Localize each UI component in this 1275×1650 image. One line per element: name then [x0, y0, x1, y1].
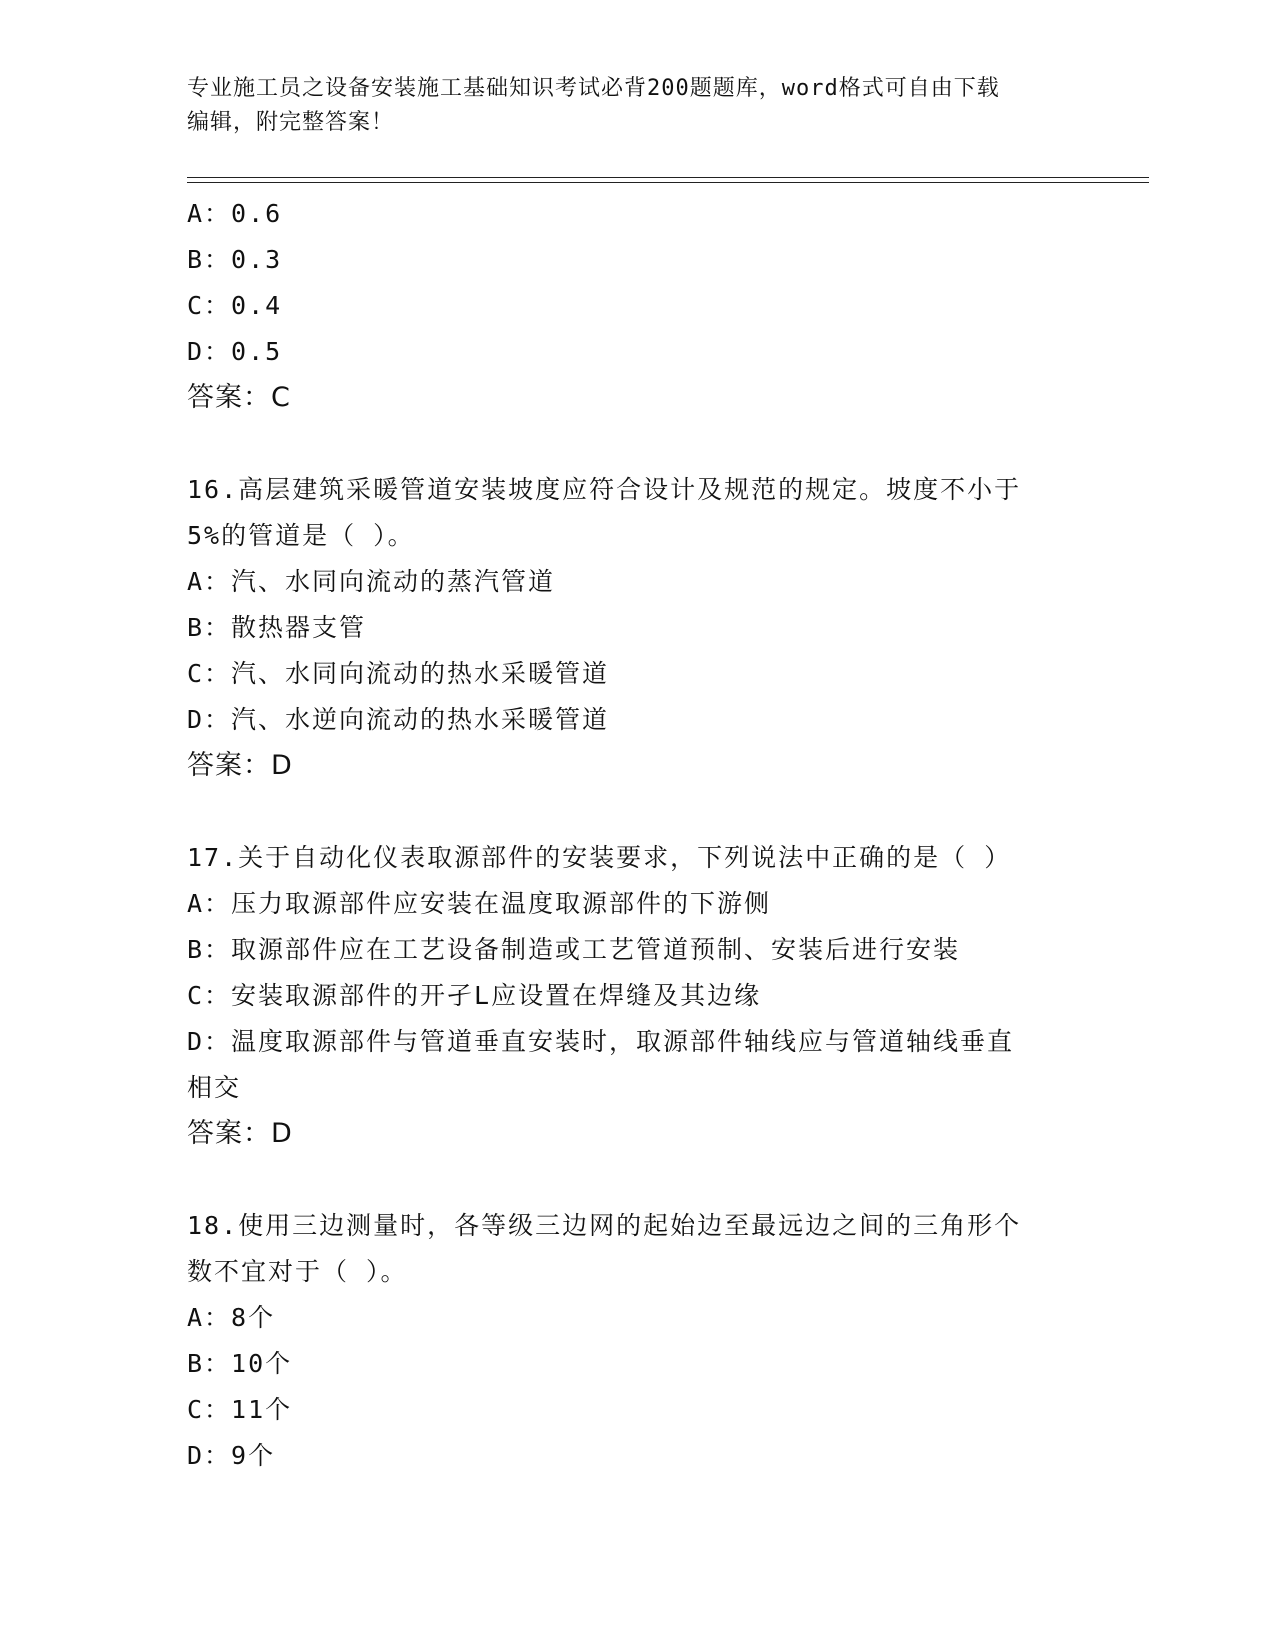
- option-d: D：汽、水逆向流动的热水采暖管道: [187, 705, 610, 734]
- document-body: [187, 191, 1087, 1479]
- option-a: A：8个: [187, 1303, 276, 1332]
- option-b: B：10个: [187, 1349, 293, 1378]
- header-divider-top: [187, 177, 1149, 178]
- question-16: [187, 467, 1087, 789]
- question-18: [187, 1203, 1087, 1479]
- option-d: D：温度取源部件与管道垂直安装时，取源部件轴线应与管道轴线垂直: [187, 1027, 1015, 1056]
- question-stem-line-1: 16.高层建筑采暖管道安装坡度应符合设计及规范的规定。坡度不小于: [187, 475, 1022, 504]
- question-stem-line-1: 17.关于自动化仪表取源部件的安装要求，下列说法中正确的是（ ）: [187, 843, 1012, 872]
- question-stem-line-2: 数不宜对于（ ）。: [187, 1257, 408, 1286]
- spacer: [187, 421, 1087, 467]
- question-stem-line-2: 5%的管道是（ ）。: [187, 521, 415, 550]
- option-b: B：取源部件应在工艺设备制造或工艺管道预制、安装后进行安装: [187, 935, 961, 964]
- spacer: [187, 789, 1087, 835]
- question-15: [187, 191, 1087, 421]
- document-header: [187, 72, 1087, 140]
- question-stem-line-1: 18.使用三边测量时，各等级三边网的起始边至最远边之间的三角形个: [187, 1211, 1022, 1240]
- header-title-line-2: 编辑，附完整答案！: [187, 110, 395, 135]
- option-a: A：0.6: [187, 199, 283, 228]
- spacer: [187, 1157, 1087, 1203]
- header-divider-bottom: [187, 182, 1149, 183]
- option-d: D：0.5: [187, 337, 283, 366]
- option-b: B：0.3: [187, 245, 283, 274]
- header-title-line-1: 专业施工员之设备安装施工基础知识考试必背200题题库，word格式可自由下载: [187, 76, 1000, 101]
- option-d-continuation: 相交: [187, 1073, 242, 1102]
- option-a: A：汽、水同向流动的蒸汽管道: [187, 567, 556, 596]
- option-c: C：安装取源部件的开孑L应设置在焊缝及其边缘: [187, 981, 762, 1010]
- answer-line: 答案：C: [187, 382, 291, 413]
- question-17: [187, 835, 1087, 1157]
- option-c: C：汽、水同向流动的热水采暖管道: [187, 659, 610, 688]
- answer-line: 答案：D: [187, 1118, 293, 1149]
- answer-line: 答案：D: [187, 750, 293, 781]
- option-a: A：压力取源部件应安装在温度取源部件的下游侧: [187, 889, 772, 918]
- option-d: D：9个: [187, 1441, 276, 1470]
- option-b: B：散热器支管: [187, 613, 367, 642]
- option-c: C：0.4: [187, 291, 283, 320]
- option-c: C：11个: [187, 1395, 293, 1424]
